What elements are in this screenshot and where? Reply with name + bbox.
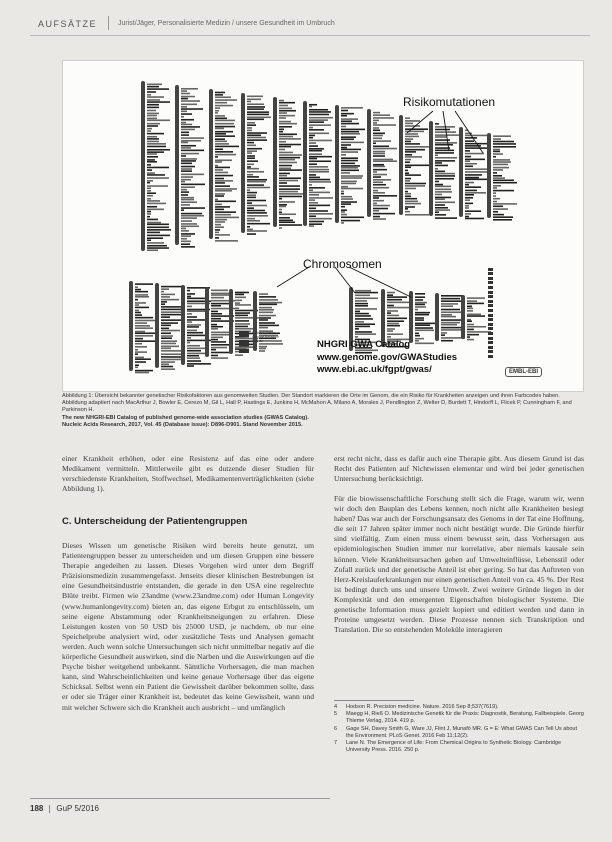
chromosome-glyph <box>303 101 333 227</box>
footer-divider <box>49 805 50 813</box>
chromosome-glyph <box>129 281 159 373</box>
legend-swatch <box>488 314 493 317</box>
body-paragraph <box>62 541 314 713</box>
legend-swatch <box>488 323 493 326</box>
legend-swatch <box>488 272 493 275</box>
footnote-number: 5 <box>334 711 338 718</box>
legend-swatch <box>488 309 493 312</box>
nhgri-logo-line: Institute <box>252 339 264 343</box>
body-paragraph <box>334 454 584 484</box>
footnote-number: 7 <box>334 740 338 747</box>
nhgri-logo-mark <box>239 331 249 353</box>
trait-legend <box>488 267 495 359</box>
legend-entry <box>488 290 495 295</box>
legend-entry <box>488 354 495 359</box>
footnote <box>334 711 584 725</box>
catalog-url-ebi: www.ebi.ac.uk/fgpt/gwas/ <box>317 364 432 375</box>
caption-citation: Nucleic Acids Research, 2017, Vol. 45 (Database issue): D896-D901. Stand November 2015. <box>62 421 303 428</box>
paragraph-text: erst recht nicht, dass es dafür auch eine Therapie gibt. Aus diesem Grund ist das Recht des Patienten auf Nichtwissen elementar und wird bei jeder genetischen Untersuchung berücksichtigt. <box>334 454 584 484</box>
caption-source: The new NHGRI-EBI Catalog of published genome-wide association studies (GWAS Catalog). <box>62 414 309 421</box>
section-heading: C. Unterscheidung der Patientengruppen <box>62 516 248 527</box>
legend-swatch <box>488 281 493 284</box>
legend-swatch <box>488 355 493 358</box>
chromosome-glyph <box>409 291 437 344</box>
chromosome-glyph <box>435 293 465 342</box>
catalog-credit <box>317 339 457 377</box>
legend-swatch <box>488 341 493 344</box>
footnote-text: Lane N. The Emergence of Life: From Chemical Origins to Synthetic Biology. Cambridge University Press. 2016. 250 p. <box>346 740 562 754</box>
chromosome-glyph <box>241 93 271 235</box>
chromosome-glyph <box>273 97 303 229</box>
running-header <box>30 10 590 36</box>
page-footer <box>30 804 330 813</box>
header-divider <box>108 16 109 30</box>
chromosome-glyph <box>459 127 488 219</box>
chromosome-glyph <box>155 283 185 370</box>
legend-swatch <box>488 337 493 340</box>
chromosome-glyph <box>399 115 429 216</box>
gwas-figure <box>62 60 584 392</box>
footnote <box>334 704 584 711</box>
legend-swatch <box>488 318 493 321</box>
footnotes <box>334 700 584 754</box>
nhgri-logo <box>239 331 291 357</box>
chromosome-glyph <box>367 109 397 220</box>
chromosome-glyph <box>209 89 239 242</box>
legend-swatch <box>488 332 493 335</box>
chromosome-glyph <box>429 121 459 219</box>
legend-swatch <box>488 295 493 298</box>
chromosome-glyph <box>175 85 205 248</box>
legend-entry <box>488 336 495 341</box>
chromosomes-label: Chromosomen <box>303 257 382 271</box>
risk-mutations-label: Risikomutationen <box>403 95 496 109</box>
section-label: AUFSÄTZE <box>38 19 98 29</box>
paragraph-text: Für die biowissenschaftliche Forschung stellt sich die Frage, warum wir, wenn wir doch den Bauplan des Lebens kennen, noch nicht alle Krankheiten besiegt haben? Das war auch der Forschungsansatz des Genoms in der Tat eine Hoffnung, die seit 17 Jahren später immer noch nicht bestätigt wurde. Die Gründe hierfür sind vielfältig. Zum einen muss einem bewusst sein, dass Vorhersagen aus epidemiologischen Studien immer nur korrelative, aber niemals kausale sein können. Viele Krankheitsursachen gehen auf Umwelteinflüsse, Lebensstil oder Zufall zurück und der genetische Anteil ist eher gering. So hat das Auftreten von Herz-Kreislauferkrankungen nur einen genetischen Anteil von ca. 45 %. Der Rest ist bedingt durch uns und unsere Umwelt. Zwei weitere Gründe liegen in der Komplexität und den emergenten Eigenschaften biologischer Systeme. Die genetische Information muss gezielt kopiert und editiert werden und dann in Proteine umgesetzt werden. Diese Prozesse nennen sich Transkription und Translation. Die so entstehenden Moleküle interagieren <box>334 494 584 635</box>
chromosome-glyph <box>335 105 365 224</box>
legend-entry <box>488 345 495 350</box>
footnote <box>334 726 584 740</box>
legend-swatch <box>488 300 493 303</box>
legend-swatch <box>488 350 493 353</box>
catalog-title: NHGRI GWA Catalog <box>317 339 411 350</box>
footnote-rule <box>334 700 414 701</box>
legend-swatch <box>488 286 493 289</box>
body-paragraph <box>334 494 584 635</box>
footnote-number: 6 <box>334 725 338 732</box>
chromosome-glyph <box>487 133 517 221</box>
legend-entry <box>488 313 495 318</box>
footnote <box>334 740 584 754</box>
footnote-text: Gage SH, Davey Smith G, Ware JJ, Flint J, Munafò MR. G = E: What GWAS Can Tell Us about the Environment. PLoS Genet. 2016 Feb 11;12(2). <box>346 725 578 739</box>
footer-rule <box>30 798 330 799</box>
legend-entry <box>488 267 495 272</box>
nhgri-logo-line: Genome Research <box>252 335 279 339</box>
chromosome-glyph <box>141 81 171 251</box>
legend-swatch <box>488 346 493 349</box>
paragraph-text: einer Krankheit erhöhen, oder eine Resistenz auf das eine oder andere Medikament vermitteln. Mittlerweile gibt es dutzende dieser Studien für verschiedenste Krankheiten, Stoffwechsel, Medikamentenverträglichkeiten (siehe Abbildung 1). <box>62 454 314 494</box>
legend-swatch <box>488 291 493 294</box>
figure-caption <box>62 393 582 429</box>
footnote-number: 4 <box>334 704 338 710</box>
journal-issue: GuP 5/2016 <box>56 804 99 813</box>
chromosome-glyph <box>461 295 491 340</box>
running-title: Jurist/Jäger, Personalisierte Medizin / unsere Gesundheit im Umbruch <box>118 20 335 27</box>
page-number: 188 <box>30 804 44 813</box>
footnote-text: Maegg H, Rieß O. Medizinische Genetik für die Praxis: Diagnostik, Beratung, Fallbeispiele. Georg Thieme Verlag, 2014. 419 p. <box>346 711 584 725</box>
body-paragraph <box>62 454 314 494</box>
footnote-text: Hodson R. Precision medicine. Nature. 2016 Sep 8;537(7619). <box>346 704 499 710</box>
nhgri-logo-line: National Human <box>252 331 275 335</box>
legend-swatch <box>488 327 493 330</box>
header-rule <box>30 35 590 36</box>
caption-lead: Abbildung 1: Übersicht bekannter genetischer Risikofaktoren aus genomweiten Studien. Der Standort markieren die Orte im Genom, die ein Risiko für Krankheiten anzeigen und ihren Farbcodes haben. Abbildung adaptiert nach MacArthur J, Bowler E, Cerezo M, Gil L, Hall P, Hastings E, Junkins H, McMahon A, Milano A, Morales J, Pendlington Z, Welter D, Burdett T, Hindorff L, Flicek P, Cunningham F, and Parkinson H. <box>62 393 572 414</box>
legend-swatch <box>488 304 493 307</box>
legend-swatch <box>488 268 493 271</box>
catalog-url-genome: www.genome.gov/GWAStudies <box>317 351 458 363</box>
embl-ebi-logo: EMBL-EBI <box>505 367 542 377</box>
paragraph-text: Dieses Wissen um genetische Risiken wird bereits heute genutzt, um Patientengruppen besser zu unterscheiden und um diesen Gruppen eine bessere Therapie angedeihen zu lassen. Dieses Vorgehen wird unter dem Begriff Präzisionsmedizin zusammengefasst. Jenseits dieser klinischen Bestrebungen ist eine Gesundheitsindustrie entstanden, die gerade in den USA eine regelrechte Blüte treibt. Firmen wie 23andme (www.23andme.com) oder Human Longevity (www.humanlongevity.com) bieten an, das eigene Erbgut zu entschlüsseln, um seine eigene Abstammung oder Krankheitsneigungen zu erfahren. Diese Leistungen kosten von 50 USD bis 25000 USD, je nachdem, ob nur eine Speichelprobe analysiert wird, oder zusätzliche Tests und Analysen gemacht werden. Auch wenn solche Untersuchungen sich nicht unmittelbar negativ auf die körperliche Gesundheit auswirken, sind die Narben und die Auswirkungen auf die Psyche bisher weitgehend unbekannt. Sämtliche Vorhersagen, die man machen kann, sind Wahrscheinlichkeiten und keine genaue Vorhersage über das eigene Schicksal. Selbst wenn ein Patient die Gewissheit darüber bekommen sollte, dass er oder sie Träger einer Krankheit ist, bedeutet das keine Gewissheit, wann und mit welcher Schwere sich die Krankheit auch ausbricht – und umfänglich <box>62 541 314 712</box>
legend-swatch <box>488 277 493 280</box>
